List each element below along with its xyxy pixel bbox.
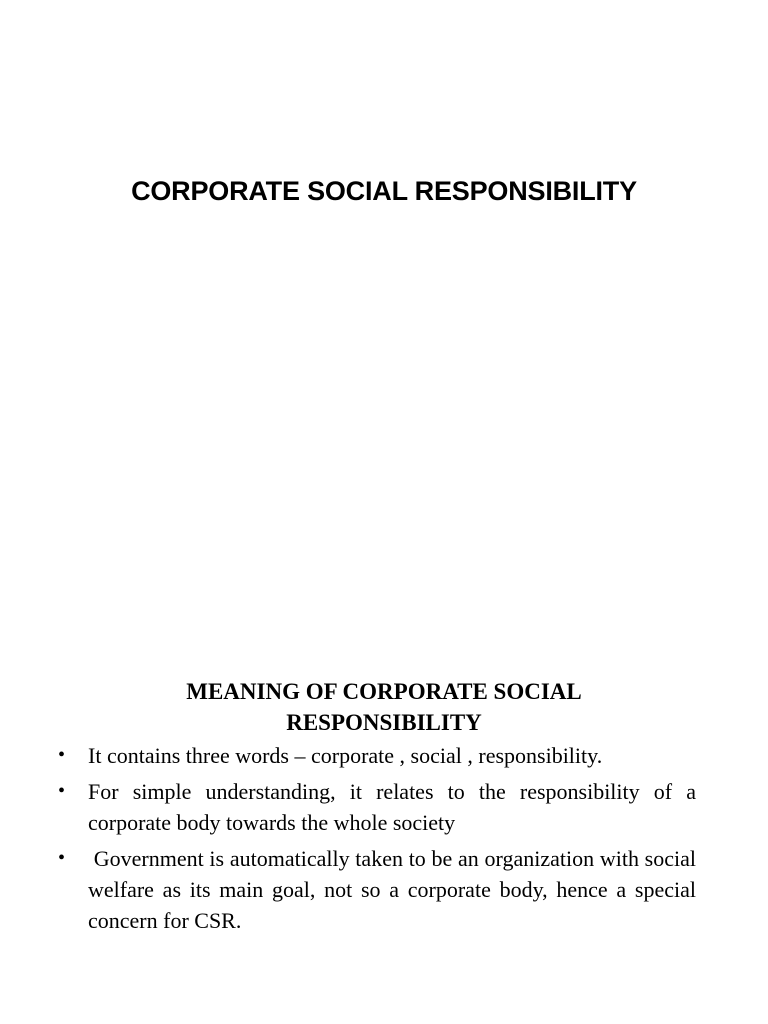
bullet-item xyxy=(58,776,696,838)
bullet-item xyxy=(58,843,702,936)
bullet-icon: • xyxy=(58,780,66,802)
section-heading: MEANING OF CORPORATE SOCIAL RESPONSIBILITY xyxy=(186,679,582,735)
slide-title: CORPORATE SOCIAL RESPONSIBILITY xyxy=(131,176,637,206)
bullet-icon: • xyxy=(58,744,66,766)
bullet-text: It contains three words – corporate , social , responsibility. xyxy=(88,743,603,768)
bullet-list xyxy=(0,740,768,936)
bullet-text: For simple understanding, it relates to the responsibility of a corporate body towards the whole society xyxy=(88,779,696,835)
meaning-section xyxy=(0,676,768,941)
bullet-icon: • xyxy=(58,847,66,869)
bullet-text: Government is automatically taken to be an organization with social welfare as its main goal, not so a corporate body, hence a special concern for CSR. xyxy=(88,846,702,933)
bullet-item xyxy=(58,740,696,771)
